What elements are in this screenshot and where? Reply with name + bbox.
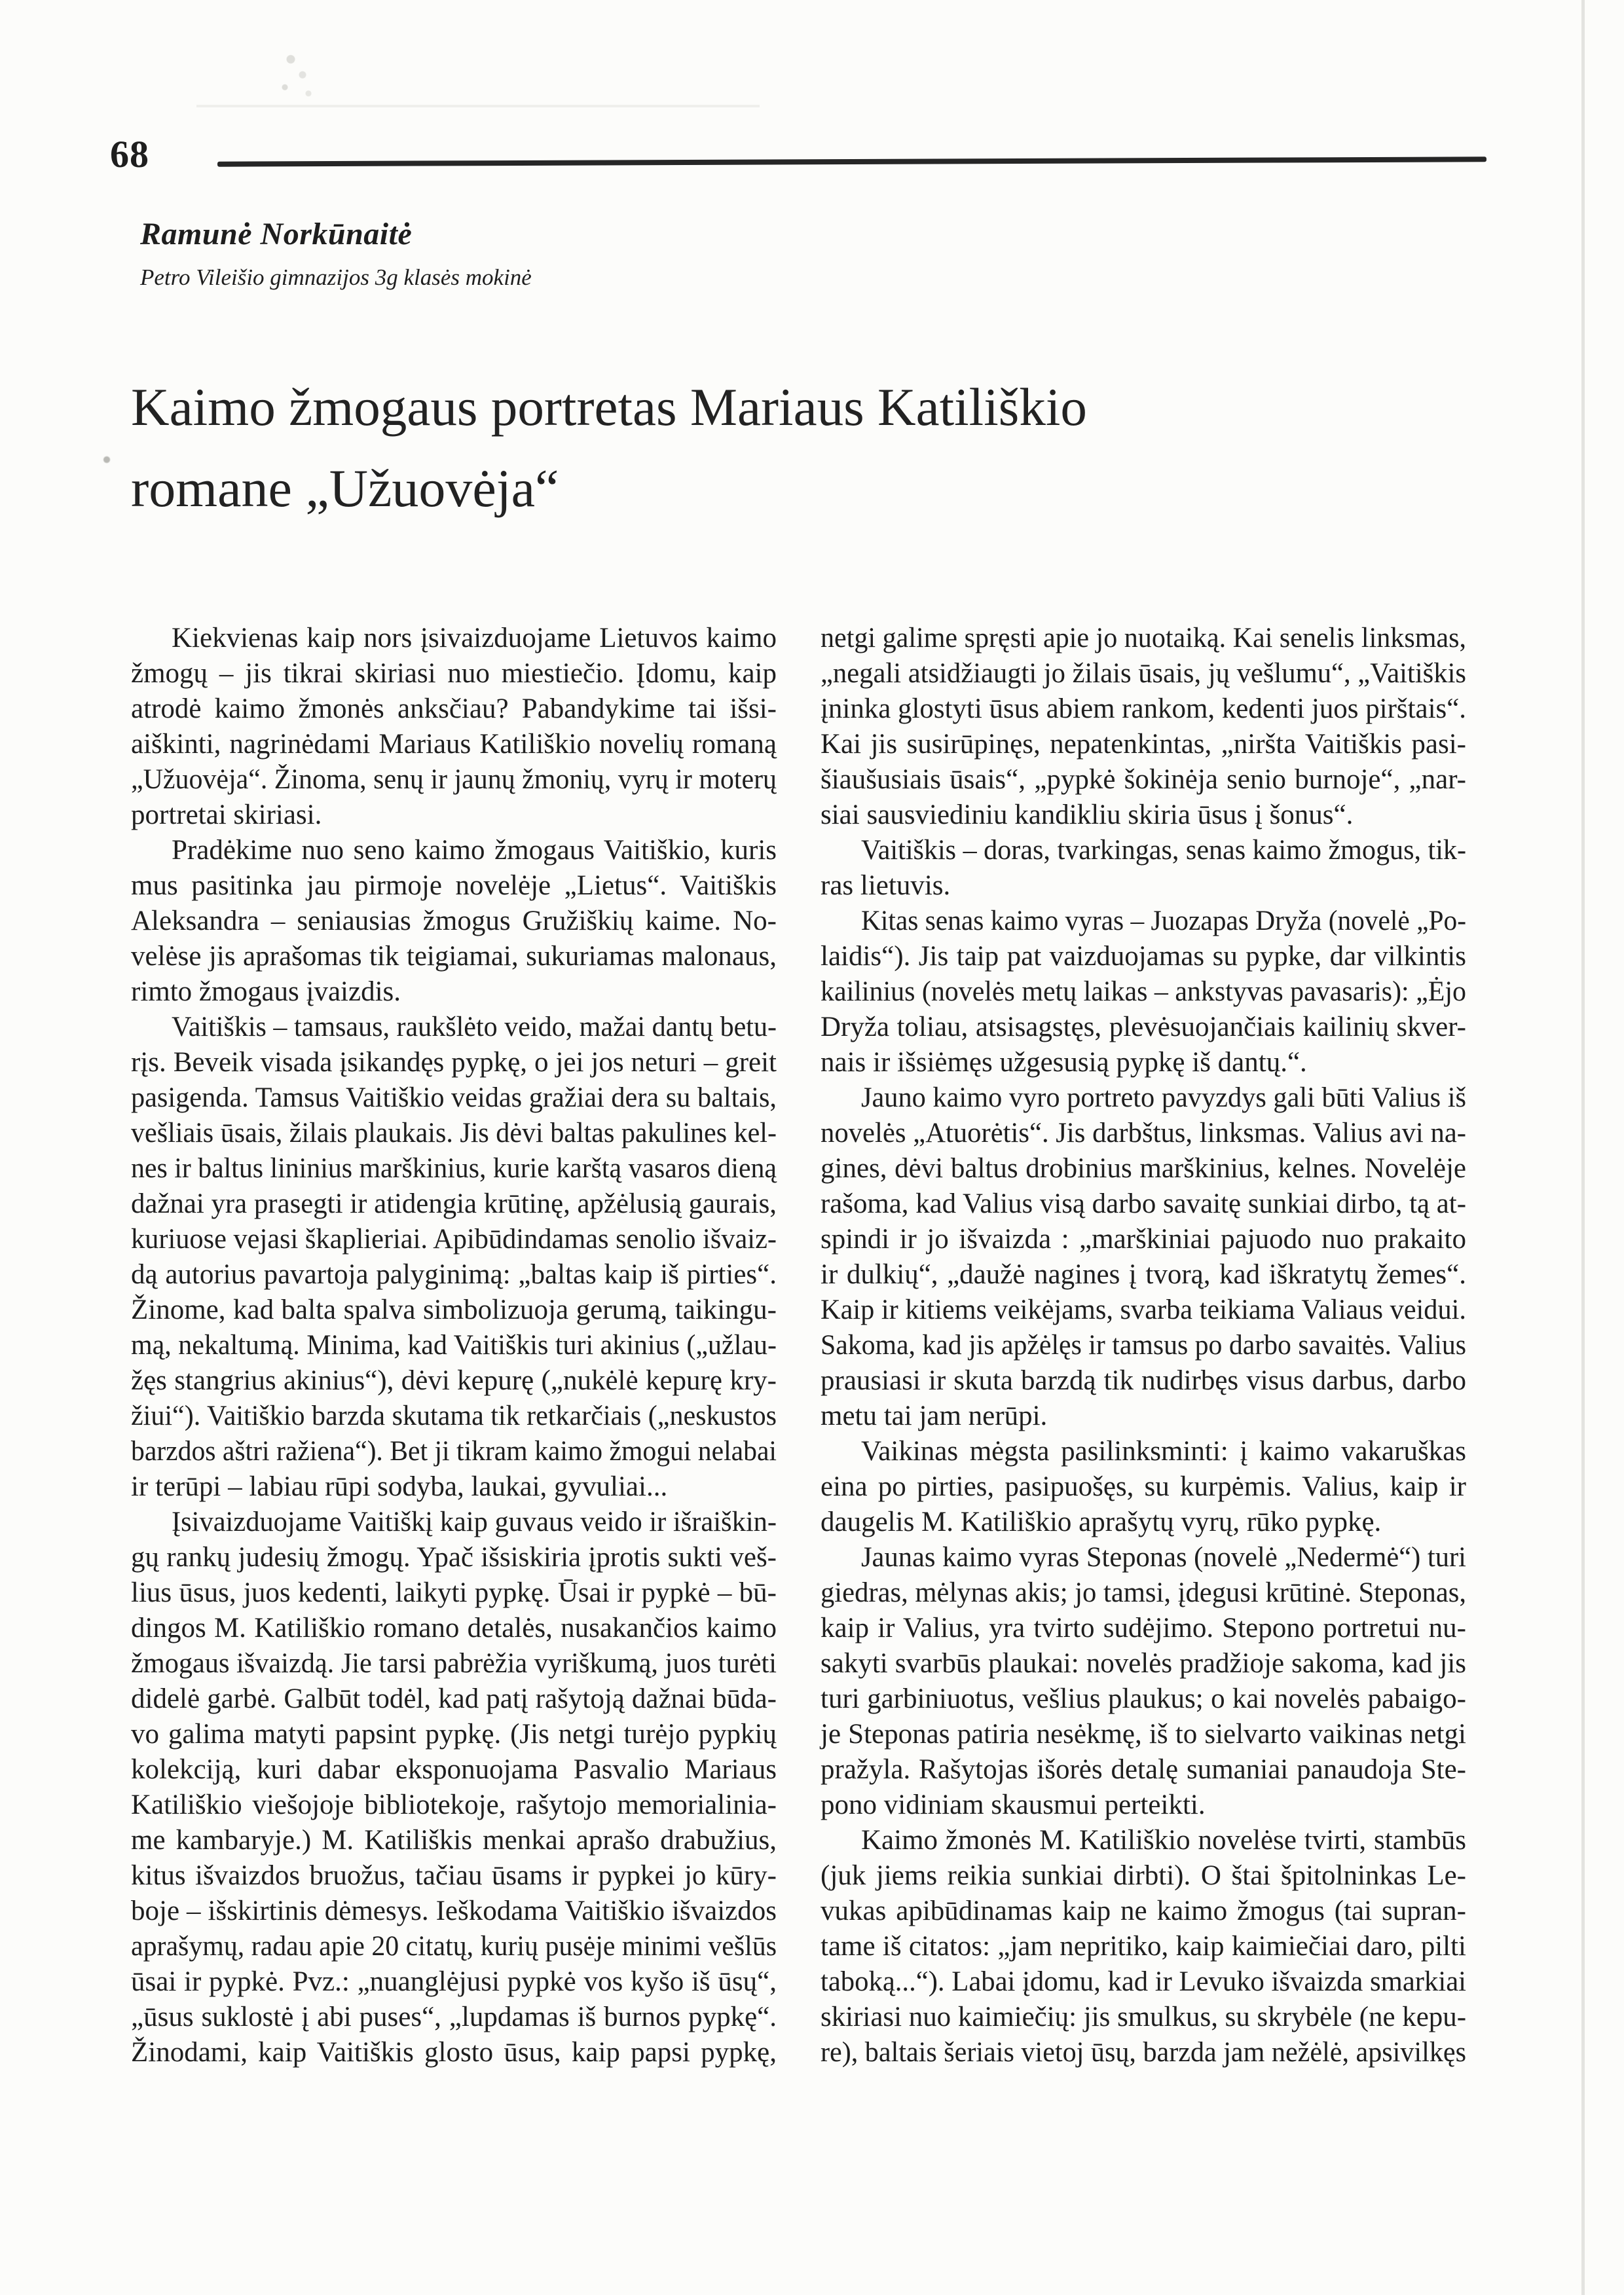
text-line: novelės „Atuorėtis“. Jis darbštus, linksmas. Valius avi na-	[821, 1118, 1466, 1148]
text-line: Pradėkime nuo seno kaimo žmogaus Vaitiškio, kuris	[172, 835, 777, 866]
text-line: kitus išvaizdos bruožus, tačiau ūsams ir pypkei jo kūry-	[131, 1860, 777, 1891]
article-title-line1: Kaimo žmogaus portretas Mariaus Katiliškio	[131, 377, 1087, 437]
text-line: Vaitiškis – tamsaus, raukšlėto veido, mažai dantų betu-	[172, 1012, 777, 1042]
article-title	[131, 367, 1087, 529]
text-line: vo galima matyti papsint pypkę. (Jis netgi turėjo pypkių	[131, 1719, 777, 1750]
text-line: nes ir baltus lininius marškinius, kurie karštą vasaros dieną	[131, 1153, 777, 1184]
text-line: mą, nekaltumą. Minima, kad Vaitiškis turi akinius („užlau-	[131, 1330, 777, 1361]
text-line: Dryža toliau, atsisagstęs, plevėsuojančiais kailinių skver-	[821, 1012, 1466, 1042]
text-line: dą autorius pavartoja palyginimą: „baltas kaip iš pirties“.	[131, 1259, 777, 1290]
text-line: ūsai ir pypkė. Pvz.: „nuanglėjusi pypkė vos kyšo iš ūsų“,	[131, 1966, 777, 1997]
text-line: skiriasi nuo kaimiečių: jis smulkus, su skrybėle (ne kepu-	[821, 2002, 1466, 2032]
scan-band-artifact	[196, 105, 760, 107]
text-line: Žinome, kad balta spalva simbolizuoja gerumą, taikingu-	[131, 1294, 777, 1325]
text-line: metu tai jam nerūpi.	[821, 1401, 1048, 1431]
text-line: dažnai yra prasegti ir atidengia krūtinę, apžėlusią gaurais,	[131, 1188, 777, 1219]
text-line: Jauno kaimo vyro portreto pavyzdys gali būti Valius iš	[861, 1082, 1466, 1113]
text-line: įninka glostyti ūsus abiem rankom, kedenti juos pirštais“.	[821, 693, 1466, 724]
text-line: didelė garbė. Galbūt todėl, kad patį rašytoją dažnai būda-	[131, 1683, 777, 1714]
text-line: prausiasi ir skuta barzdą tik nudirbęs visus darbus, darbo	[821, 1365, 1466, 1396]
text-line: šiaušusiais ūsais“, „pypkė šokinėja senio burnoje“, „nar-	[821, 764, 1466, 795]
text-line: kolekciją, kuri dabar eksponuojama Pasvalio Mariaus	[131, 1754, 777, 1785]
text-line: ras lietuvis.	[821, 870, 951, 901]
text-line: je Steponas patiria nesėkmę, iš to sielvarto vaikinas netgi	[821, 1719, 1466, 1750]
text-line: Kitas senas kaimo vyras – Juozapas Dryža (novelė „Po-	[861, 906, 1466, 936]
text-line: laidis“). Jis taip pat vaizduojamas su pypke, dar vilkintis	[821, 941, 1466, 972]
text-line: lius ūsus, juos kedenti, laikyti pypkę. Ūsai ir pypkė – bū-	[131, 1577, 777, 1608]
text-line: Katiliškio viešojoje bibliotekoje, rašytojo memorialinia-	[131, 1790, 777, 1820]
page-number: 68	[110, 133, 149, 175]
text-line: Kaip ir kitiems veikėjams, svarba teikiama Valiaus veidui.	[821, 1294, 1466, 1325]
right-column	[821, 621, 1466, 2070]
text-line: siai sausviediniu kandikliu skiria ūsus į šonus“.	[821, 799, 1354, 830]
text-line: kaip ir Valius, yra tvirto sudėjimo. Stepono portretui nu-	[821, 1613, 1466, 1643]
text-line: rašoma, kad Valius visą darbo savaitę sunkiai dirbo, tą at-	[821, 1188, 1466, 1219]
text-line: boje – išskirtinis dėmesys. Ieškodama Vaitiškio išvaizdos	[131, 1896, 777, 1926]
text-line: re), baltais šeriais vietoj ūsų, barzda jam nežėlė, apsivilkęs	[821, 2037, 1466, 2068]
text-line: mus pasitinka jau pirmoje novelėje „Lietus“. Vaitiškis	[131, 870, 777, 901]
text-line: portretai skiriasi.	[131, 799, 322, 830]
text-line: Kiekvienas kaip nors įsivaizduojame Lietuvos kaimo	[172, 623, 777, 653]
text-line: Kai jis susirūpinęs, nepatenkintas, „niršta Vaitiškis pasi-	[821, 729, 1466, 760]
text-line: žęs stangrius akinius“), dėvi kepurę („nukėlė kepurę kry-	[131, 1365, 777, 1396]
scan-smudge-artifact	[267, 41, 326, 103]
text-line: Vaikinas mėgsta pasilinksminti: į kaimo vakaruškas	[861, 1436, 1466, 1467]
text-line: atrodė kaimo žmonės anksčiau? Pabandykime tai išsi-	[131, 693, 777, 724]
text-line: Aleksandra – seniausias žmogus Gružiškių kaime. No-	[131, 906, 777, 936]
text-line: ir terūpi – labiau rūpi sodyba, laukai, gyvuliai...	[131, 1471, 668, 1502]
text-line: gines, dėvi baltus drobinius marškinius, kelnes. Novelėje	[821, 1153, 1466, 1184]
text-line: žmogų – jis tikrai skiriasi nuo miestiečio. Įdomu, kaip	[131, 658, 777, 689]
text-line: me kambaryje.) M. Katiliškis menkai aprašo drabužius,	[131, 1825, 777, 1856]
text-line: Įsivaizduojame Vaitiškį kaip guvaus veido ir išraiškin-	[172, 1507, 777, 1537]
author-affiliation: Petro Vileišio gimnazijos 3g klasės mokinė	[140, 265, 532, 290]
text-line: daugelis M. Katiliškio aprašytų vyrų, rūko pypkę.	[821, 1507, 1382, 1537]
text-line: spindi ir jo išvaizda : „marškiniai pajuodo nuo prakaito	[821, 1224, 1466, 1255]
scan-line-artifact	[1581, 0, 1585, 2295]
text-line: Vaitiškis – doras, tvarkingas, senas kaimo žmogus, tik-	[861, 835, 1466, 866]
text-line: tame iš citatos: „jam nepritiko, kaip kaimiečiai daro, pilti	[821, 1931, 1466, 1962]
text-line: kuriuose vejasi škaplieriai. Apibūdindamas senolio išvaiz-	[131, 1224, 777, 1255]
left-column	[131, 621, 777, 2070]
header-rule	[217, 156, 1486, 166]
text-line: netgi galime spręsti apie jo nuotaiką. Kai senelis linksmas,	[821, 623, 1466, 653]
text-line: aprašymų, radau apie 20 citatų, kurių pusėje minimi vešlūs	[131, 1931, 777, 1962]
author-name: Ramunė Norkūnaitė	[140, 217, 413, 251]
article-title-line2: romane „Užuovėja“	[131, 458, 559, 518]
text-line: „ūsus suklostė į abi puses“, „lupdamas iš burnos pypkę“.	[131, 2002, 777, 2032]
text-line: vukas apibūdinamas kaip ne kaimo žmogus (tai supran-	[821, 1896, 1466, 1926]
text-line: ir dulkių“, „daužė nagines į tvorą, kad iškratytų žemes“.	[821, 1259, 1466, 1290]
text-line: dingos M. Katiliškio romano detalės, nusakančios kaimo	[131, 1613, 777, 1643]
text-line: nais ir išsiėmęs užgesusią pypkę iš dantų.“.	[821, 1047, 1307, 1078]
text-line: aiškinti, nagrinėdami Mariaus Katiliškio novelių romaną	[131, 729, 777, 760]
text-line: „negali atsidžiaugti jo žilais ūsais, jų vešlumu“, „Vaitiškis	[821, 658, 1466, 689]
text-line: rįs. Beveik visada įsikandęs pypkę, o jei jos neturi – greit	[131, 1047, 777, 1078]
text-line: gų rankų judesių žmogų. Ypač išsiskiria įprotis sukti veš-	[131, 1542, 777, 1573]
scan-dot-artifact	[102, 454, 111, 465]
text-line: (juk jiems reikia sunkiai dirbti). O štai špitolninkas Le-	[821, 1860, 1466, 1891]
text-line: taboką...“). Labai įdomu, kad ir Levuko išvaizda smarkiai	[821, 1966, 1466, 1997]
text-line: pono vidiniam skausmui perteikti.	[821, 1790, 1206, 1820]
text-line: Žinodami, kaip Vaitiškis glosto ūsus, kaip papsi pypkę,	[131, 2037, 777, 2068]
text-line: kailinius (novelės metų laikas – ankstyvas pavasaris): „Ėjo	[821, 976, 1466, 1007]
text-line: pasigenda. Tamsus Vaitiškio veidas gražiai dera su baltais,	[131, 1082, 777, 1113]
text-line: vešliais ūsais, žilais plaukais. Jis dėvi baltas pakulines kel-	[131, 1118, 777, 1148]
text-line: turi garbiniuotus, vešlius plaukus; o kai novelės pabaigo-	[821, 1683, 1466, 1714]
text-line: sakyti svarbūs plaukai: novelės pradžioje sakoma, kad jis	[821, 1648, 1466, 1679]
text-line: Jaunas kaimo vyras Steponas (novelė „Nedermė“) turi	[861, 1542, 1466, 1573]
text-line: barzdos aštri ražiena“). Bet ji tikram kaimo žmogui nelabai	[131, 1436, 777, 1467]
text-line: velėse jis aprašomas tik teigiamai, sukuriamas malonaus,	[131, 941, 777, 972]
text-line: pražyla. Rašytojas išorės detalę sumaniai panaudoja Ste-	[821, 1754, 1466, 1785]
text-line: Sakoma, kad jis apžėlęs ir tamsus po darbo savaitės. Valius	[821, 1330, 1466, 1361]
text-line: „Užuovėja“. Žinoma, senų ir jaunų žmonių, vyrų ir moterų	[131, 764, 777, 795]
text-line: žiui“). Vaitiškio barzda skutama tik retkarčiais („neskustos	[131, 1401, 777, 1431]
text-line: žmogaus išvaizdą. Jie tarsi pabrėžia vyriškumą, juos turėti	[131, 1648, 777, 1679]
text-line: eina po pirties, pasipuošęs, su kurpėmis. Valius, kaip ir	[821, 1471, 1466, 1502]
text-line: rimto žmogaus įvaizdis.	[131, 976, 401, 1007]
text-line: Kaimo žmonės M. Katiliškio novelėse tvirti, stambūs	[861, 1825, 1466, 1856]
text-line: giedras, mėlynas akis; jo tamsi, įdegusi krūtinė. Steponas,	[821, 1577, 1466, 1608]
